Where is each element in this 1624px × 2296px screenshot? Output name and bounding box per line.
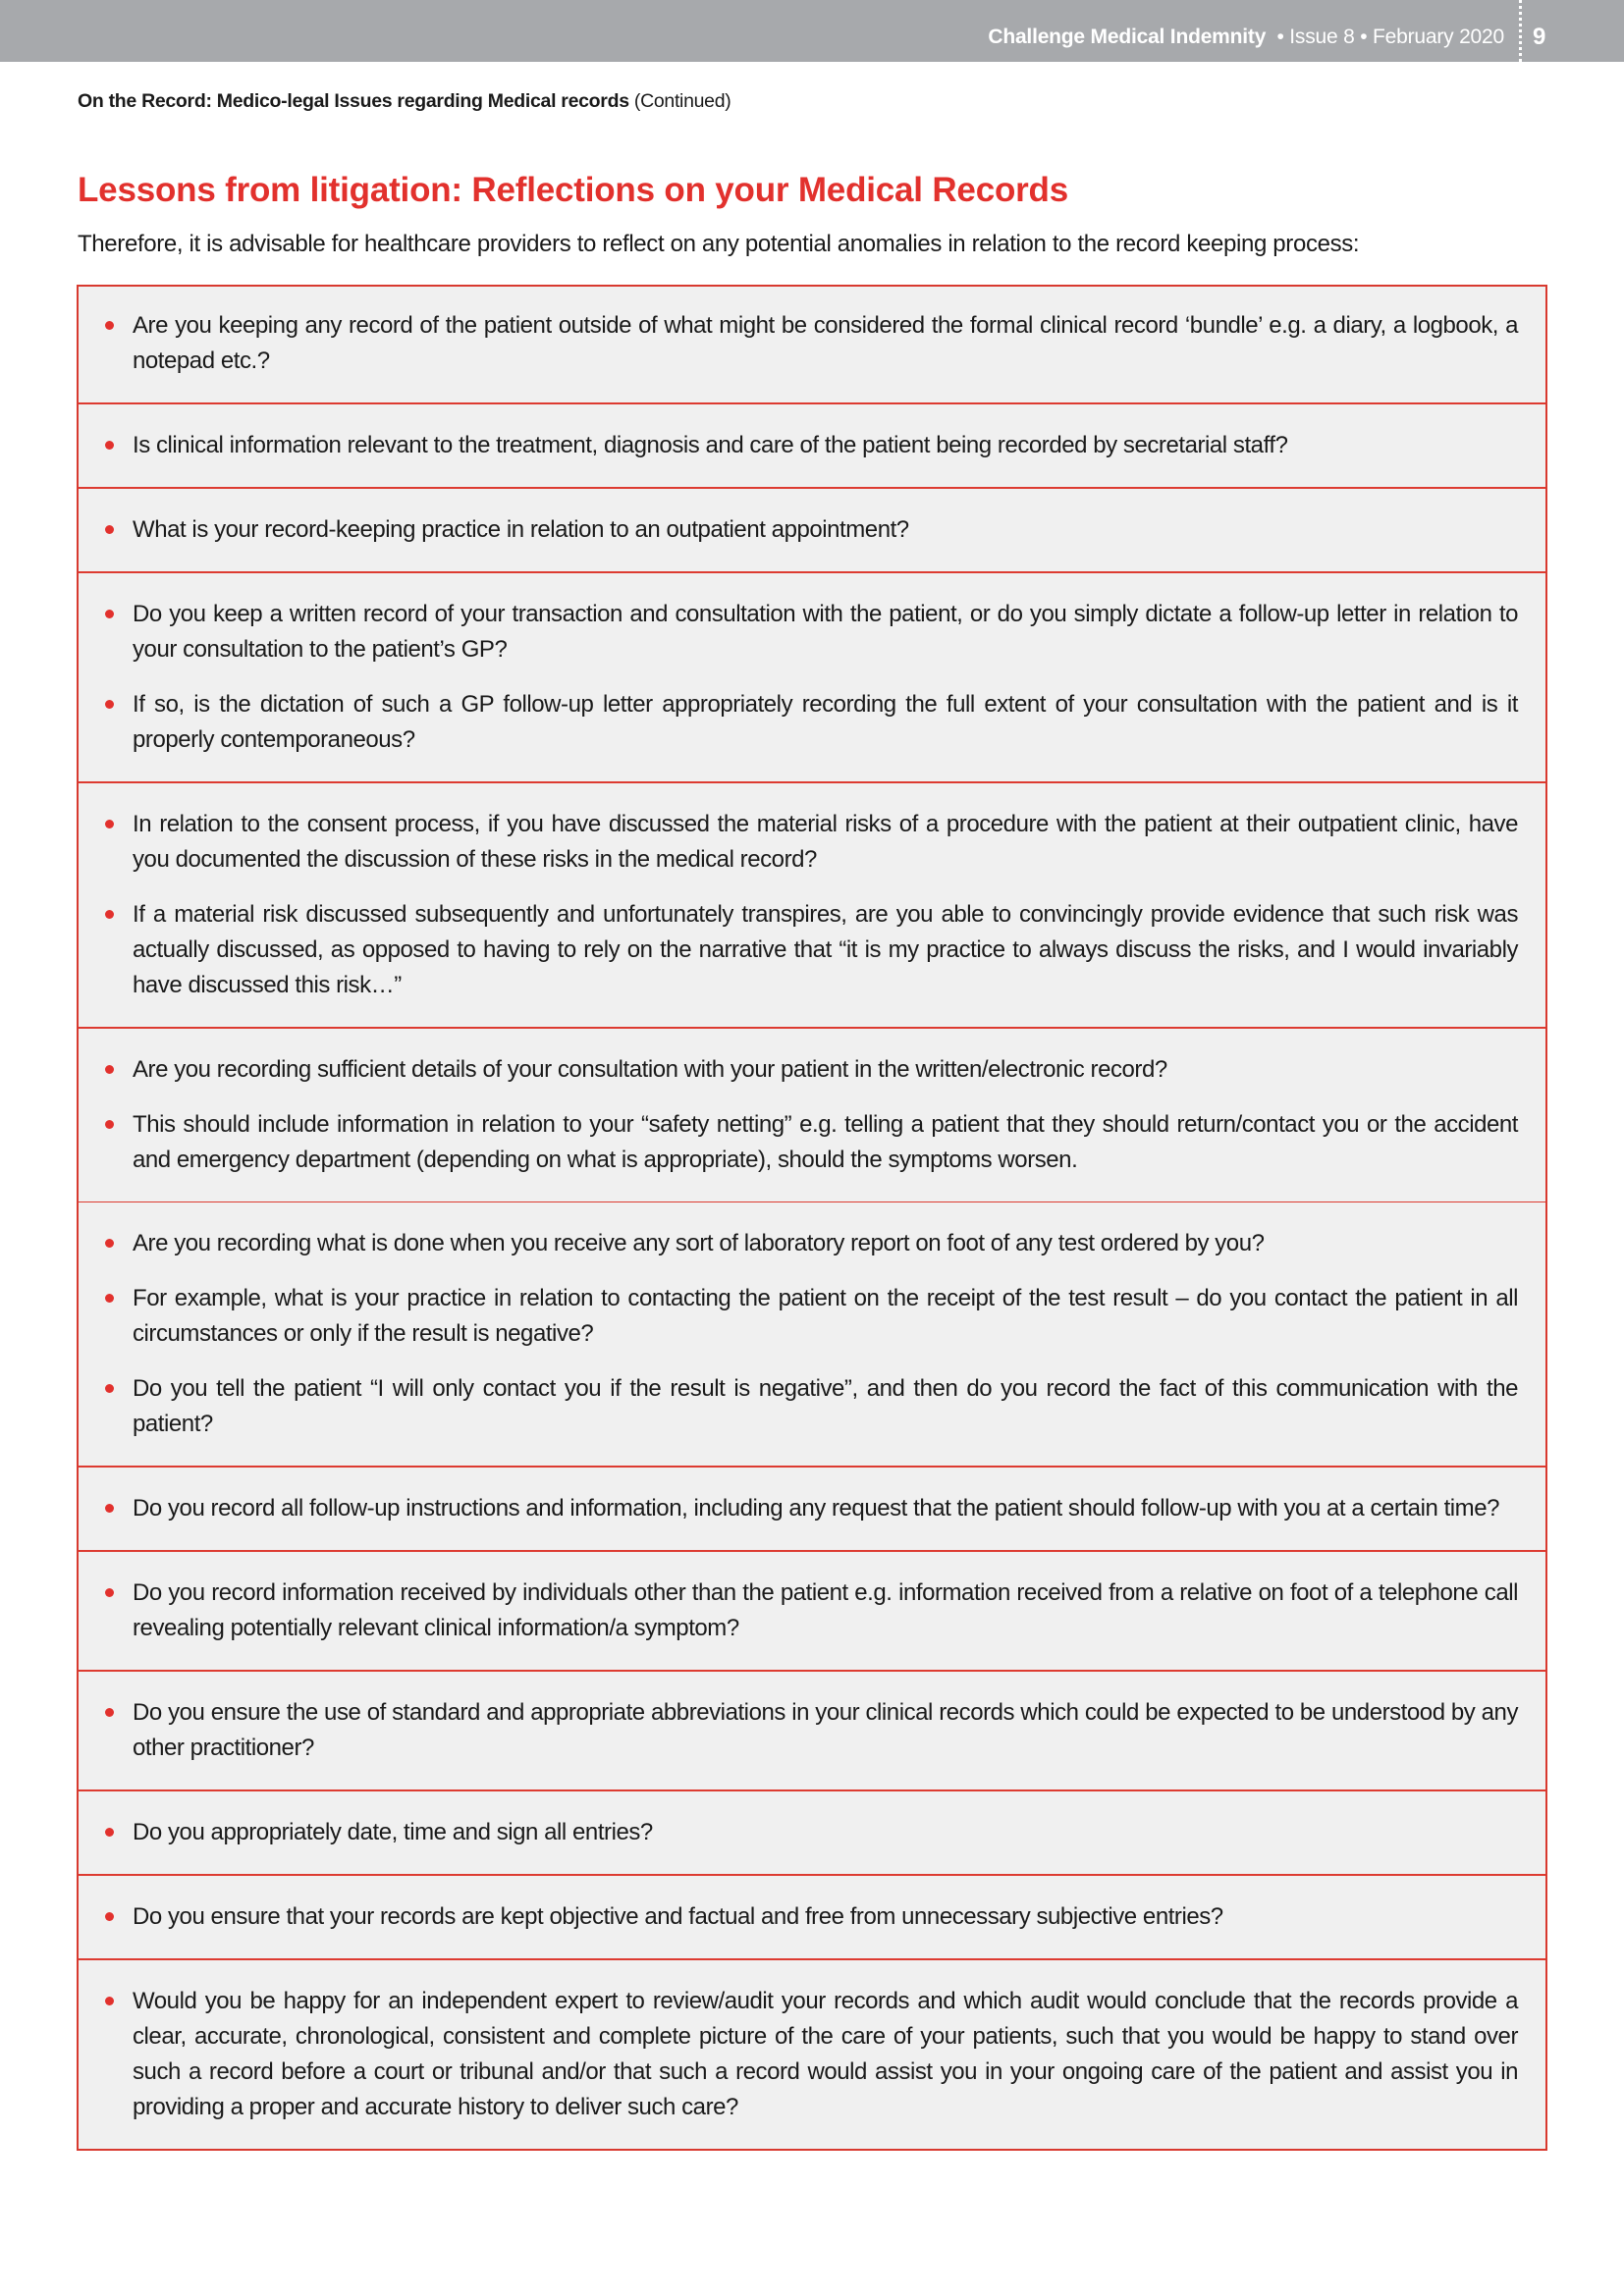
checklist-item-text: Would you be happy for an independent expert to review/audit your records and which audit would conclude that the records provide a clear, accurate, chronological, consistent and complete picture of the care of your patients, such that you would be happy to stand over such a record before a court or tribunal and/or that such a record would assist you in your ongoing care of the patient and assist you in providing a proper and accurate history to deliver such care? <box>133 1988 1518 2120</box>
checklist-item-text: Do you record information received by individuals other than the patient e.g. information received from a relative on foot of a telephone call revealing potentially relevant clinical information/a symptom? <box>133 1579 1518 1641</box>
checklist-row <box>79 287 1545 402</box>
checklist-item-text: What is your record-keeping practice in relation to an outpatient appointment? <box>133 516 909 543</box>
checklist-item-text: Are you recording sufficient details of your consultation with your patient in the written/electronic record? <box>133 1056 1167 1083</box>
checklist-item-text: Are you keeping any record of the patient outside of what might be considered the formal clinical record ‘bundle’ e.g. a diary, a logbook, a notepad etc.? <box>133 312 1518 374</box>
bullet-icon <box>105 1239 114 1248</box>
checklist-item <box>133 597 1518 667</box>
checklist-row <box>79 1201 1545 1466</box>
checklist-row <box>79 571 1545 781</box>
bullet-icon <box>105 1997 114 2005</box>
checklist-item-text: Is clinical information relevant to the treatment, diagnosis and care of the patient being recorded by secretarial staff? <box>133 432 1288 458</box>
section-heading: Lessons from litigation: Reflections on your Medical Records <box>78 171 1068 209</box>
dotted-divider <box>1519 0 1522 62</box>
checklist-row <box>79 1789 1545 1874</box>
checklist-item <box>133 1226 1518 1261</box>
publication-name: Challenge Medical Indemnity <box>988 26 1267 48</box>
bullet-icon <box>105 525 114 534</box>
issue-number: Issue 8 <box>1289 26 1355 48</box>
checklist-item <box>133 428 1518 463</box>
bullet-icon <box>105 321 114 330</box>
checklist-item-text: Do you ensure the use of standard and appropriate abbreviations in your clinical records which could be expected to be understood by any other practitioner? <box>133 1699 1518 1761</box>
section-intro: Therefore, it is advisable for healthcare providers to reflect on any potential anomalies in relation to the record keeping process: <box>78 231 1360 257</box>
bullet-icon <box>105 1588 114 1597</box>
bullet-icon <box>105 1065 114 1074</box>
bullet-icon <box>105 700 114 709</box>
bullet-icon <box>105 1504 114 1513</box>
checklist-item <box>133 1984 1518 2125</box>
page-header-bar <box>0 0 1624 62</box>
checklist-item-text: In relation to the consent process, if you have discussed the material risks of a procedure with the patient at their outpatient clinic, have you documented the discussion of these risks in the medical record? <box>133 811 1518 873</box>
checklist-item <box>133 1575 1518 1646</box>
checklist-item-text: Do you keep a written record of your transaction and consultation with the patient, or do you simply dictate a follow-up letter in relation to your consultation to the patient’s GP? <box>133 601 1518 663</box>
checklist-item <box>133 1899 1518 1935</box>
checklist-row <box>79 781 1545 1027</box>
bullet-icon <box>105 1294 114 1303</box>
checklist-item <box>133 512 1518 548</box>
separator-dot: • <box>1276 26 1284 48</box>
checklist-item-text: Do you record all follow-up instructions and information, including any request that the patient should follow-up with you at a certain time? <box>133 1495 1500 1522</box>
issue-date: February 2020 <box>1373 26 1504 48</box>
separator-dot: • <box>1360 26 1368 48</box>
bullet-icon <box>105 1708 114 1717</box>
checklist-item-text: Are you recording what is done when you receive any sort of laboratory report on foot of any test ordered by you? <box>133 1230 1265 1256</box>
checklist-row <box>79 402 1545 487</box>
bullet-icon <box>105 1828 114 1837</box>
bullet-icon <box>105 820 114 828</box>
checklist-item-text: If so, is the dictation of such a GP follow-up letter appropriately recording the full extent of your consultation with the patient and is it properly contemporaneous? <box>133 691 1518 753</box>
bullet-icon <box>105 1120 114 1129</box>
checklist-item <box>133 308 1518 379</box>
checklist-row <box>79 1466 1545 1550</box>
checklist-item <box>133 1371 1518 1442</box>
page-number: 9 <box>1533 24 1546 50</box>
bullet-icon <box>105 910 114 919</box>
checklist-item-text: Do you appropriately date, time and sign all entries? <box>133 1819 653 1845</box>
article-title: On the Record: Medico-legal Issues regarding Medical records <box>78 90 629 112</box>
checklist-item <box>133 1052 1518 1088</box>
checklist-item <box>133 1695 1518 1766</box>
checklist-row <box>79 487 1545 571</box>
checklist-item <box>133 1491 1518 1526</box>
bullet-icon <box>105 1384 114 1393</box>
checklist-row <box>79 1958 1545 2149</box>
checklist-item <box>133 1281 1518 1352</box>
checklist-row <box>79 1670 1545 1789</box>
checklist-item <box>133 1815 1518 1850</box>
article-running-title <box>78 90 731 113</box>
bullet-icon <box>105 1912 114 1921</box>
bullet-icon <box>105 441 114 450</box>
publication-info <box>988 26 1504 49</box>
checklist-item-text: Do you ensure that your records are kept objective and factual and free from unnecessary subjective entries? <box>133 1903 1223 1930</box>
checklist-row <box>79 1874 1545 1958</box>
checklist-item <box>133 1107 1518 1178</box>
continued-label: (Continued) <box>633 90 731 112</box>
checklist-item <box>133 687 1518 758</box>
checklist-row <box>79 1550 1545 1670</box>
checklist-item <box>133 897 1518 1003</box>
checklist-row <box>79 1027 1545 1201</box>
bullet-icon <box>105 610 114 618</box>
checklist-item-text: Do you tell the patient “I will only contact you if the result is negative”, and then do you record the fact of this communication with the patient? <box>133 1375 1518 1437</box>
checklist-box <box>77 285 1547 2151</box>
checklist-item <box>133 807 1518 878</box>
checklist-item-text: This should include information in relation to your “safety netting” e.g. telling a patient that they should return/contact you or the accident and emergency department (depending on what is appropriate), should the symptoms worsen. <box>133 1111 1518 1173</box>
checklist-item-text: If a material risk discussed subsequently and unfortunately transpires, are you able to convincingly provide evidence that such risk was actually discussed, as opposed to having to rely on the narrative that “it is my practice to always discuss the risks, and I would invariably have discussed this risk…” <box>133 901 1518 998</box>
checklist-item-text: For example, what is your practice in relation to contacting the patient on the receipt of the test result – do you contact the patient in all circumstances or only if the result is negative? <box>133 1285 1518 1347</box>
